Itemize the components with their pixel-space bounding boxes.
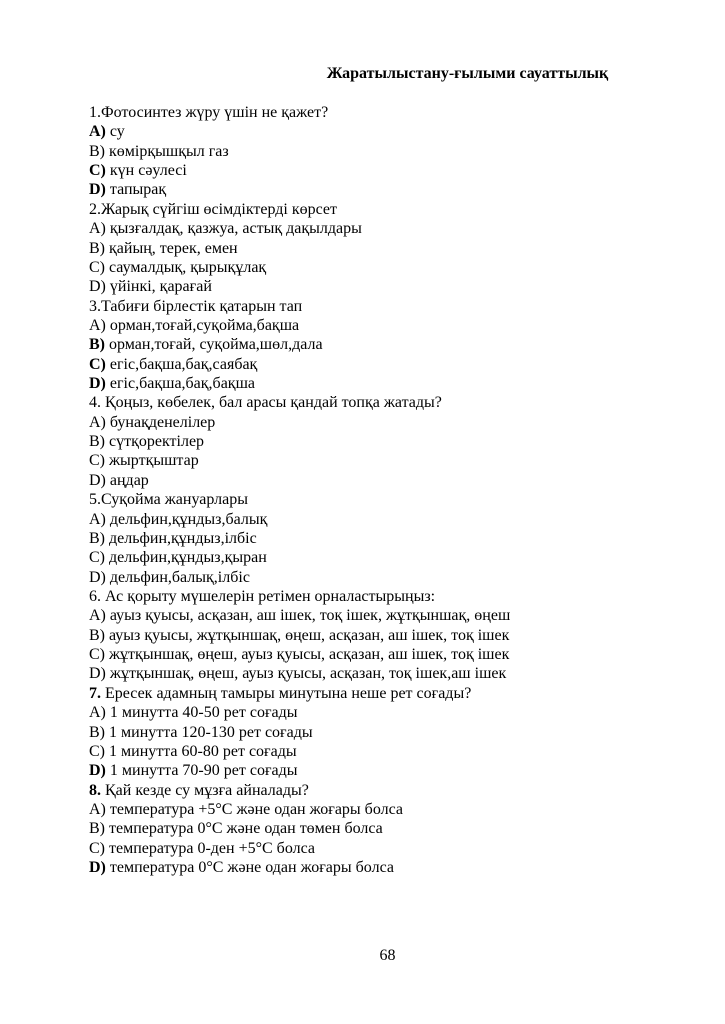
option-letter: D): [89, 278, 106, 296]
answer-option: [89, 858, 709, 877]
answer-option: [89, 510, 709, 529]
question-6: [89, 587, 709, 606]
question-text: Фотосинтез жүру үшін не қажет?: [101, 104, 329, 121]
question-list: [89, 103, 709, 877]
page-title: Жаратылыстану-ғылыми сауаттылық: [326, 65, 609, 82]
option-text: дельфин,балық,ілбіс: [105, 568, 250, 586]
question-number: 8.: [89, 781, 101, 799]
question-number: 1.: [89, 104, 101, 121]
question-text: Ересек адамның тамыры минутына неше рет соғады?: [101, 684, 472, 702]
option-letter: В): [89, 529, 105, 547]
option-letter: С): [89, 549, 105, 567]
answer-option: [89, 568, 709, 587]
answer-option: [89, 645, 709, 664]
answer-option: [89, 355, 709, 374]
question-text: Табиғи бірлестік қатарын тап: [101, 297, 303, 315]
option-text: жұтқыншақ, өңеш, ауыз қуысы, асқазан, тоқ ішек,аш ішек: [105, 665, 507, 683]
question-7: [89, 684, 709, 703]
answer-option: [89, 413, 709, 432]
question-text: Жарық сүйгіш өсімдіктерді көрсет: [101, 200, 338, 218]
answer-option: [89, 122, 709, 141]
option-letter: С): [89, 646, 105, 664]
option-text: температура 0°С және одан төмен болса: [105, 820, 383, 838]
answer-option: [89, 626, 709, 645]
question-number: 4.: [89, 394, 101, 412]
answer-option: [89, 180, 709, 199]
option-letter: С): [89, 839, 105, 857]
option-text: тапырақ: [105, 181, 167, 199]
option-letter: С): [89, 452, 105, 470]
answer-option: [89, 219, 709, 238]
answer-option: [89, 800, 709, 819]
option-text: 1 минутта 40-50 рет соғады: [105, 704, 298, 722]
option-letter: А): [89, 510, 106, 528]
answer-option: [89, 316, 709, 335]
option-letter: D): [89, 568, 106, 586]
option-letter: С): [89, 162, 106, 180]
option-letter: D): [89, 471, 106, 489]
answer-option: [89, 703, 709, 722]
question-number: 5.: [89, 491, 101, 509]
option-letter: В): [89, 723, 105, 741]
answer-option: [89, 606, 709, 625]
option-text: егіс,бақша,бақ,саябақ: [105, 355, 258, 373]
option-text: температура 0°С және одан жоғары болса: [105, 859, 394, 877]
question-5: [89, 490, 709, 509]
option-letter: А): [89, 704, 106, 722]
option-text: орман,тоғай, суқойма,шөл,дала: [105, 336, 323, 354]
option-letter: А): [89, 220, 106, 238]
option-letter: А): [89, 316, 106, 334]
answer-option: [89, 335, 709, 354]
question-text: Суқойма жануарлары: [101, 491, 248, 509]
option-letter: С): [89, 355, 106, 373]
option-text: дельфин,құндыз,балық: [105, 510, 268, 528]
answer-option: [89, 742, 709, 761]
question-text: Қай кезде су мұзға айналады?: [101, 781, 309, 799]
option-text: 1 минутта 120-130 рет соғады: [105, 723, 313, 741]
option-text: жыртқыштар: [105, 452, 199, 470]
option-text: дельфин,құндыз,қыран: [105, 549, 267, 567]
option-letter: В): [89, 626, 105, 644]
option-text: ауыз қуысы, асқазан, аш ішек, тоқ ішек, жұтқыншақ, өңеш: [105, 607, 511, 625]
question-number: 7.: [89, 684, 101, 702]
answer-option: [89, 548, 709, 567]
option-text: 1 минутта 60-80 рет соғады: [105, 742, 297, 760]
option-letter: В): [89, 433, 105, 451]
answer-option: [89, 529, 709, 548]
answer-option: [89, 761, 709, 780]
option-text: ауыз қуысы, жұтқыншақ, өңеш, асқазан, аш ішек, тоқ ішек: [105, 626, 510, 644]
answer-option: [89, 471, 709, 490]
option-text: аңдар: [105, 471, 149, 489]
question-1: [89, 103, 709, 122]
option-text: су: [105, 123, 125, 141]
option-letter: В): [89, 336, 105, 354]
answer-option: [89, 451, 709, 470]
option-text: егіс,бақша,бақ,бақша: [105, 375, 255, 393]
answer-option: [89, 839, 709, 858]
option-letter: А): [89, 413, 106, 431]
question-number: 3.: [89, 297, 101, 315]
option-letter: D): [89, 181, 106, 199]
option-letter: С): [89, 258, 105, 276]
answer-option: [89, 142, 709, 161]
option-text: бунақденелілер: [105, 413, 216, 431]
option-text: үйінкі, қарағай: [105, 278, 212, 296]
answer-option: [89, 161, 709, 180]
option-text: саумалдық, қырықұлақ: [105, 258, 267, 276]
option-text: температура 0-ден +5°С болса: [105, 839, 315, 857]
answer-option: [89, 277, 709, 296]
option-text: 1 минутта 70-90 рет соғады: [105, 762, 298, 780]
option-letter: А): [89, 123, 106, 141]
answer-option: [89, 723, 709, 742]
question-number: 6.: [89, 587, 101, 605]
question-3: [89, 297, 709, 316]
option-letter: А): [89, 607, 106, 625]
option-text: күн сәулесі: [105, 162, 187, 180]
question-text: Ас қорыту мүшелерін ретімен орналастырыңыз:: [101, 587, 436, 605]
option-letter: В): [89, 820, 105, 838]
option-letter: В): [89, 239, 105, 257]
answer-option: [89, 819, 709, 838]
answer-option: [89, 239, 709, 258]
question-number: 2.: [89, 200, 101, 218]
option-letter: D): [89, 375, 106, 393]
answer-option: [89, 432, 709, 451]
question-8: [89, 781, 709, 800]
option-text: қайың, терек, емен: [105, 239, 238, 257]
option-text: температура +5°С және одан жоғары болса: [105, 800, 403, 818]
option-letter: В): [89, 142, 105, 160]
option-text: сүтқоректілер: [105, 433, 205, 451]
question-2: [89, 200, 709, 219]
option-letter: D): [89, 859, 106, 877]
option-text: қызғалдақ, қазжуа, астық дақылдары: [105, 220, 362, 238]
answer-option: [89, 664, 709, 683]
option-text: жұтқыншақ, өңеш, ауыз қуысы, асқазан, аш ішек, тоқ ішек: [105, 646, 510, 664]
option-letter: D): [89, 665, 106, 683]
question-4: [89, 393, 709, 412]
option-text: дельфин,құндыз,ілбіс: [105, 529, 257, 547]
option-text: орман,тоғай,суқойма,бақша: [105, 316, 300, 334]
option-letter: А): [89, 800, 106, 818]
answer-option: [89, 258, 709, 277]
page-number: 68: [379, 947, 396, 964]
question-text: Қоңыз, көбелек, бал арасы қандай топқа жатады?: [101, 394, 442, 412]
answer-option: [89, 374, 709, 393]
option-letter: D): [89, 762, 106, 780]
option-text: көмірқышқыл газ: [105, 142, 229, 160]
option-letter: С): [89, 742, 105, 760]
